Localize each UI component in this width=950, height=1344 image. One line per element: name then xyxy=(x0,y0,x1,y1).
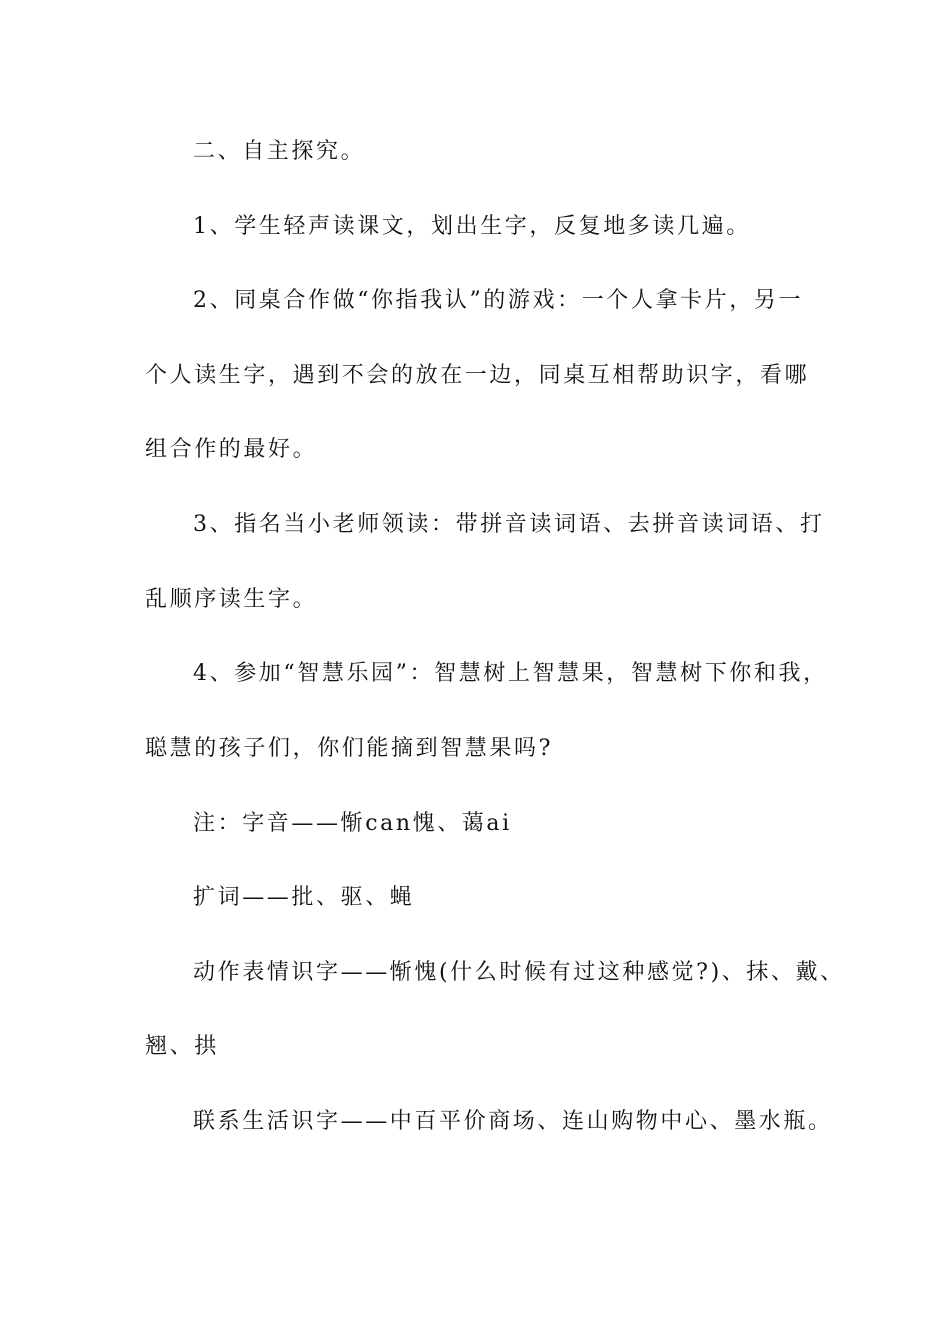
step-1-paragraph: 1、学生轻声读课文，划出生字，反复地多读几遍。 xyxy=(193,214,751,239)
step-3-paragraph-line-2: 乱顺序读生字。 xyxy=(145,587,318,612)
step-2-paragraph-line-3: 组合作的最好。 xyxy=(145,437,318,462)
note-life-connection: 联系生活识字——中百平价商场、连山购物中心、墨水瓶。 xyxy=(193,1109,833,1134)
heading-self-exploration: 二、自主探究。 xyxy=(193,139,366,164)
note-word-expansion: 扩词——批、驱、蝇 xyxy=(193,885,415,910)
step-2-paragraph-line-1: 2、同桌合作做“你指我认”的游戏：一个人拿卡片，另一 xyxy=(193,288,804,313)
note-action-expression-line-2: 翘、拱 xyxy=(145,1034,219,1059)
step-3-paragraph-line-1: 3、指名当小老师领读：带拼音读词语、去拼音读词语、打 xyxy=(193,512,825,537)
step-4-paragraph-line-2: 聪慧的孩子们，你们能摘到智慧果吗? xyxy=(145,736,553,761)
step-2-paragraph-line-2: 个人读生字，遇到不会的放在一边，同桌互相帮助识字，看哪 xyxy=(145,363,810,388)
note-pronunciation: 注：字音——惭can愧、蔼ai xyxy=(193,811,512,836)
step-4-paragraph-line-1: 4、参加“智慧乐园”：智慧树上智慧果，智慧树下你和我， xyxy=(193,661,828,686)
note-action-expression-line-1: 动作表情识字——惭愧(什么时候有过这种感觉?)、抹、戴、 xyxy=(193,960,845,985)
